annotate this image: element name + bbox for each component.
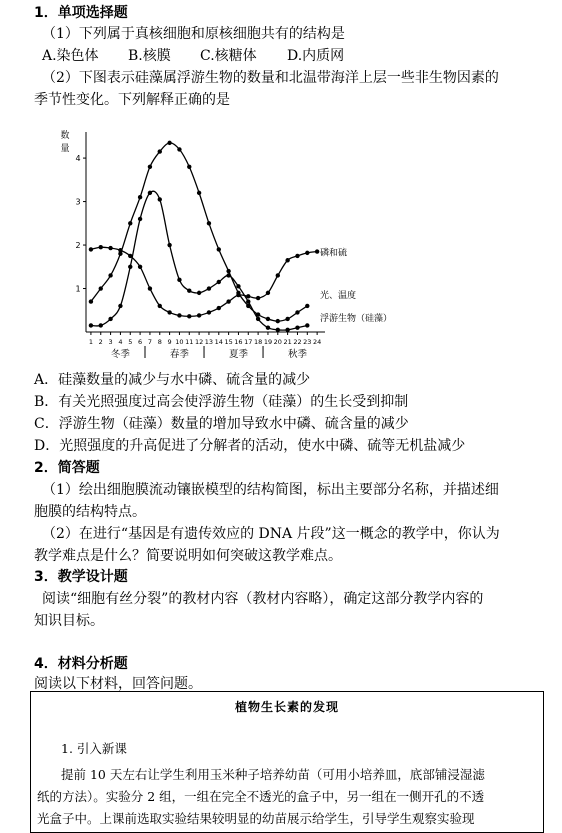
series-point-2 bbox=[246, 299, 250, 303]
section3-title: 3．教学设计题 bbox=[34, 569, 128, 585]
series-point-1 bbox=[295, 310, 299, 314]
diatom-season-chart bbox=[55, 118, 395, 358]
series-point-1 bbox=[226, 269, 230, 273]
series-point-1 bbox=[138, 195, 142, 199]
series-point-1 bbox=[266, 317, 270, 321]
series-point-0 bbox=[295, 254, 299, 258]
series-point-1 bbox=[187, 165, 191, 169]
series-point-0 bbox=[89, 247, 93, 251]
x-tick-label: 4 bbox=[118, 338, 123, 346]
series-point-2 bbox=[177, 278, 181, 282]
x-tick-label: 8 bbox=[157, 338, 162, 346]
series-point-2 bbox=[226, 273, 230, 277]
series-point-1 bbox=[148, 165, 152, 169]
series-point-0 bbox=[167, 310, 171, 314]
q2-option-a: A．硅藻数量的减少与水中磷、硫含量的减少 bbox=[34, 372, 311, 388]
series-point-1 bbox=[167, 141, 171, 145]
series-label-2: 浮游生物（硅藻） bbox=[320, 313, 393, 324]
series-point-0 bbox=[138, 265, 142, 269]
q2-stem-line2: 季节性变化。下列解释正确的是 bbox=[34, 92, 230, 108]
series-point-0 bbox=[305, 251, 309, 255]
series-point-0 bbox=[256, 296, 260, 300]
section2-title: 2．简答题 bbox=[34, 460, 100, 476]
series-point-2 bbox=[167, 243, 171, 247]
q1-stem: （1）下列属于真核细胞和原核细胞共有的结构是 bbox=[42, 26, 345, 42]
series-point-0 bbox=[187, 314, 191, 318]
series-point-1 bbox=[236, 291, 240, 295]
series-point-2 bbox=[138, 217, 142, 221]
series-point-0 bbox=[315, 249, 319, 253]
series-point-2 bbox=[187, 288, 191, 292]
series-point-0 bbox=[276, 273, 280, 277]
series-point-2 bbox=[276, 328, 280, 332]
q1-option-b: B.核膜 bbox=[128, 48, 171, 64]
x-tick-label: 2 bbox=[98, 338, 103, 346]
series-point-2 bbox=[295, 325, 299, 329]
q1-option-d: D.内质网 bbox=[287, 48, 345, 64]
sec3-line1: 阅读“细胞有丝分裂”的教材内容（教材内容略），确定这部分教学内容的 bbox=[42, 591, 484, 607]
material-title: 植物生长素的发现 bbox=[234, 700, 339, 714]
series-line-0 bbox=[91, 247, 317, 316]
series-point-0 bbox=[108, 246, 112, 250]
x-tick-label: 19 bbox=[263, 338, 273, 346]
material-heading: 1. 引入新课 bbox=[61, 741, 127, 756]
series-point-1 bbox=[89, 299, 93, 303]
series-point-1 bbox=[217, 247, 221, 251]
x-tick-label: 5 bbox=[128, 338, 133, 346]
x-tick-label: 24 bbox=[312, 338, 322, 346]
sec4-intro: 阅读以下材料，回答问题。 bbox=[34, 676, 202, 692]
series-point-2 bbox=[108, 317, 112, 321]
x-tick-label: 15 bbox=[224, 338, 233, 346]
y-tick-label: 4 bbox=[75, 154, 81, 164]
sec2-q2-line2: 教学难点是什么？简要说明如何突破这教学难点。 bbox=[34, 548, 342, 564]
x-tick-label: 18 bbox=[253, 338, 263, 346]
series-point-0 bbox=[285, 258, 289, 262]
series-point-0 bbox=[177, 313, 181, 317]
series-point-1 bbox=[285, 317, 289, 321]
y-tick-label: 1 bbox=[75, 284, 81, 294]
series-point-0 bbox=[266, 291, 270, 295]
series-point-0 bbox=[217, 306, 221, 310]
x-tick-label: 6 bbox=[138, 338, 143, 346]
x-tick-label: 17 bbox=[244, 338, 253, 346]
series-point-1 bbox=[118, 252, 122, 256]
series-point-2 bbox=[148, 191, 152, 195]
series-point-2 bbox=[197, 291, 201, 295]
series-point-2 bbox=[207, 286, 211, 290]
y-axis-label: 量 bbox=[60, 144, 70, 154]
material-box bbox=[30, 691, 544, 833]
series-point-2 bbox=[266, 325, 270, 329]
series-point-1 bbox=[108, 273, 112, 277]
material-line1: 提前 10 天左右让学生利用玉米种子培养幼苗（可用小培养皿，底部铺浸湿滤 bbox=[61, 767, 485, 782]
series-point-1 bbox=[197, 191, 201, 195]
x-tick-label: 10 bbox=[175, 338, 184, 346]
series-label-0: 磷和硫 bbox=[320, 248, 348, 259]
season-label: 冬季 bbox=[110, 349, 130, 358]
sec2-q1-line1: （1）绘出细胞膜流动镶嵌模型的结构简图，标出主要部分名称，并描述细 bbox=[42, 482, 499, 498]
x-tick-label: 21 bbox=[283, 338, 292, 346]
x-tick-label: 3 bbox=[108, 338, 113, 346]
series-point-0 bbox=[197, 313, 201, 317]
section1-title: 1．单项选择题 bbox=[34, 5, 128, 21]
q1-option-a: A.染色体 bbox=[42, 48, 99, 64]
x-tick-label: 23 bbox=[303, 338, 312, 346]
series-point-1 bbox=[158, 149, 162, 153]
series-point-2 bbox=[217, 280, 221, 284]
series-point-2 bbox=[128, 265, 132, 269]
series-point-2 bbox=[236, 284, 240, 288]
series-point-0 bbox=[226, 299, 230, 303]
series-point-2 bbox=[99, 323, 103, 327]
y-tick-label: 2 bbox=[75, 241, 81, 251]
y-tick-label: 3 bbox=[75, 197, 81, 207]
x-tick-label: 12 bbox=[194, 338, 204, 346]
series-point-2 bbox=[158, 197, 162, 201]
series-point-0 bbox=[148, 286, 152, 290]
season-label: 春季 bbox=[169, 349, 189, 358]
x-tick-label: 13 bbox=[204, 338, 214, 346]
sec2-q1-line2: 胞膜的结构特点。 bbox=[34, 504, 146, 520]
series-point-1 bbox=[128, 221, 132, 225]
season-label: 夏季 bbox=[228, 349, 248, 358]
q2-option-c: C．浮游生物（硅藻）数量的增加导致水中磷、硫含量的减少 bbox=[34, 416, 409, 432]
series-point-2 bbox=[89, 323, 93, 327]
sec2-q2-line1: （2）在进行“基因是有遗传效应的 DNA 片段”这一概念的教学中，你认为 bbox=[42, 526, 500, 542]
series-point-1 bbox=[305, 304, 309, 308]
series-point-1 bbox=[99, 286, 103, 290]
series-point-2 bbox=[118, 304, 122, 308]
series-point-2 bbox=[285, 328, 289, 332]
q2-option-d: D．光照强度的升高促进了分解者的活动，使水中磷、硫等无机盐减少 bbox=[34, 438, 466, 454]
sec3-line2: 知识目标。 bbox=[34, 613, 104, 629]
x-tick-label: 9 bbox=[167, 338, 172, 346]
series-point-1 bbox=[207, 221, 211, 225]
q2-option-b: B．有关光照强度过高会使浮游生物（硅藻）的生长受到抑制 bbox=[34, 394, 409, 410]
series-point-2 bbox=[256, 317, 260, 321]
series-point-0 bbox=[207, 310, 211, 314]
x-tick-label: 22 bbox=[293, 338, 302, 346]
material-line2: 纸的方法）。实验分 2 组，一组在完全不透光的盒子中，另一组在一侧开孔的不透 bbox=[37, 789, 485, 804]
series-line-2 bbox=[91, 191, 307, 330]
season-label: 秋季 bbox=[287, 349, 307, 358]
x-tick-label: 14 bbox=[214, 338, 223, 346]
x-tick-label: 7 bbox=[147, 338, 153, 346]
series-point-1 bbox=[276, 319, 280, 323]
series-point-2 bbox=[305, 323, 309, 327]
series-point-1 bbox=[177, 147, 181, 151]
q2-stem-line1: （2）下图表示硅藻属浮游生物的数量和北温带海洋上层一些非生物因素的 bbox=[42, 70, 499, 86]
section4-title: 4．材料分析题 bbox=[34, 656, 128, 672]
q1-options bbox=[42, 47, 362, 65]
x-tick-label: 11 bbox=[185, 338, 194, 346]
material-line3: 光盒子中。上课前选取实验结果较明显的幼苗展示给学生，引导学生观察实验现 bbox=[37, 811, 475, 826]
series-label-1: 光、温度 bbox=[320, 291, 357, 302]
x-tick-label: 20 bbox=[273, 338, 282, 346]
q1-option-c: C.核糖体 bbox=[200, 48, 257, 64]
series-point-0 bbox=[158, 304, 162, 308]
series-point-0 bbox=[99, 245, 103, 249]
x-tick-label: 1 bbox=[88, 338, 93, 346]
y-axis-label: 数 bbox=[60, 131, 70, 141]
x-tick-label: 16 bbox=[234, 338, 243, 346]
